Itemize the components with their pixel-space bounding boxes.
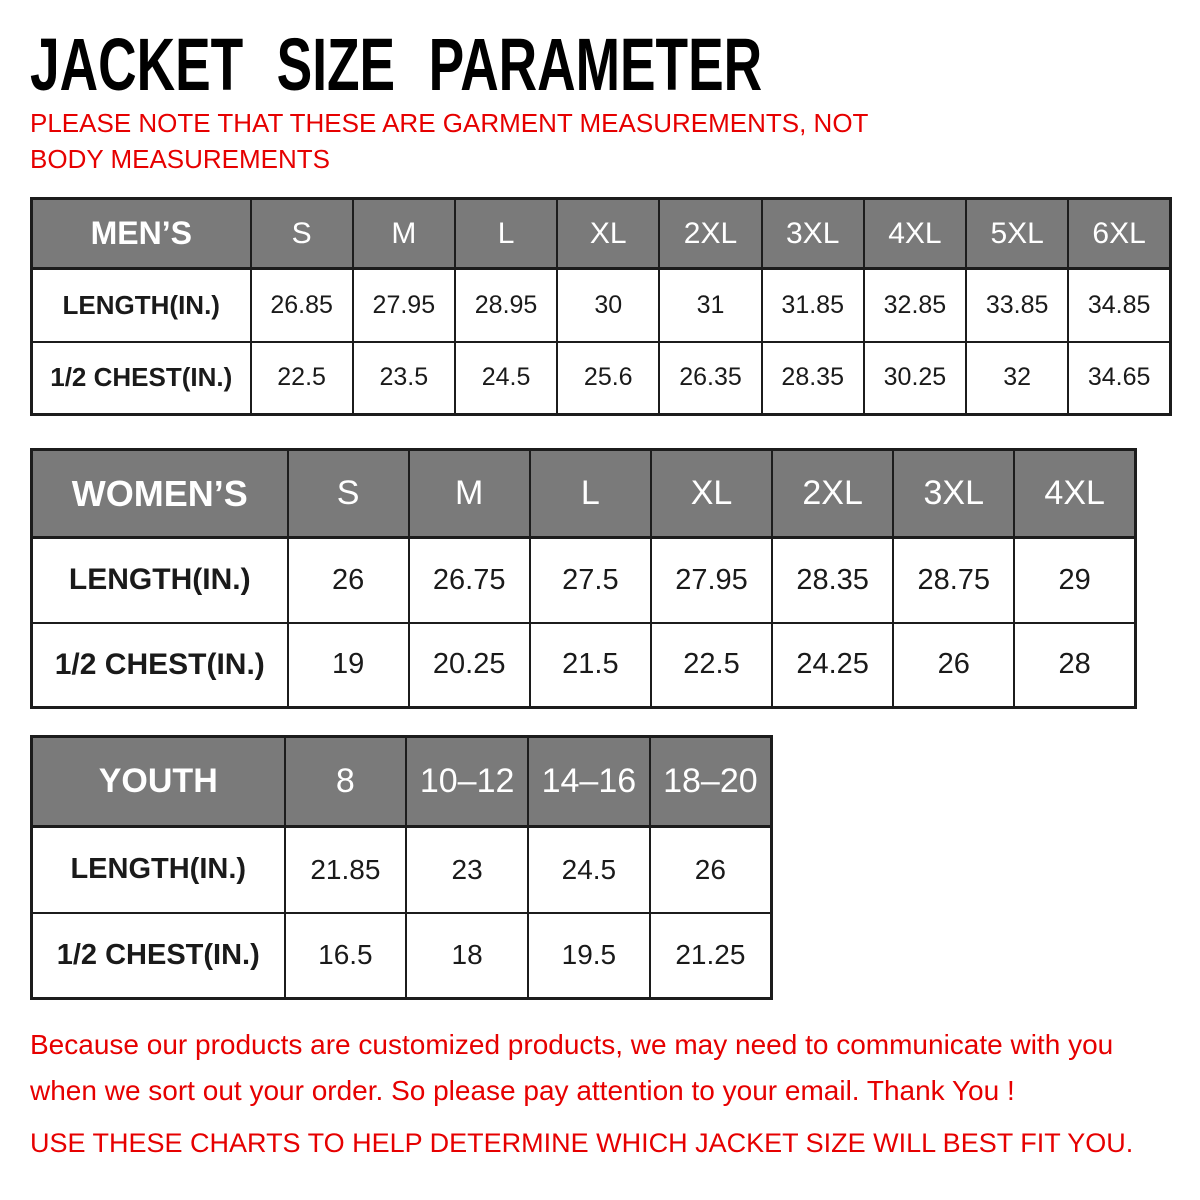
womens-measurement-value: 27.95 (651, 538, 772, 623)
mens-measurement-value: 24.5 (455, 342, 557, 415)
womens-measurement-value: 28.75 (893, 538, 1014, 623)
womens-measurement-value: 24.25 (772, 623, 893, 708)
mens-measurement-value: 26.35 (659, 342, 761, 415)
mens-measurement-value: 30 (557, 269, 659, 342)
mens-size-col-header: 2XL (659, 199, 761, 269)
garment-measurement-note: PLEASE NOTE THAT THESE ARE GARMENT MEASUREMENTS, NOT BODY MEASUREMENTS (30, 108, 868, 174)
womens-size-table (30, 448, 1137, 709)
mens-measurement-row (32, 342, 1171, 415)
mens-header-row (32, 199, 1171, 269)
mens-size-col-header: 4XL (864, 199, 966, 269)
mens-measurement-value: 22.5 (251, 342, 353, 415)
youth-size-col-header: 8 (285, 737, 407, 827)
womens-size-col-header: 4XL (1014, 450, 1135, 538)
youth-size-col-header: 14–16 (528, 737, 650, 827)
mens-table-title: MEN’S (32, 199, 251, 269)
youth-size-col-header: 18–20 (650, 737, 772, 827)
youth-measurement-row (32, 913, 772, 999)
womens-measurement-value: 28.35 (772, 538, 893, 623)
womens-size-col-header: M (409, 450, 530, 538)
mens-size-col-header: L (455, 199, 557, 269)
womens-table-title: WOMEN’S (32, 450, 288, 538)
use-charts-instruction: USE THESE CHARTS TO HELP DETERMINE WHICH JACKET SIZE WILL BEST FIT YOU. (30, 1128, 1134, 1158)
youth-measurement-value: 21.85 (285, 827, 407, 913)
womens-size-col-header: 3XL (893, 450, 1014, 538)
youth-header-row (32, 737, 772, 827)
womens-size-col-header: S (288, 450, 409, 538)
youth-row-label: 1/2 CHEST(IN.) (32, 913, 285, 999)
mens-row-label: LENGTH(IN.) (32, 269, 251, 342)
mens-measurement-value: 34.85 (1068, 269, 1170, 342)
womens-measurement-value: 21.5 (530, 623, 651, 708)
womens-measurement-row (32, 538, 1136, 623)
mens-measurement-value: 26.85 (251, 269, 353, 342)
womens-row-label: 1/2 CHEST(IN.) (32, 623, 288, 708)
mens-measurement-value: 31 (659, 269, 761, 342)
mens-measurement-value: 28.35 (762, 342, 864, 415)
mens-measurement-value: 27.95 (353, 269, 455, 342)
womens-measurement-value: 26.75 (409, 538, 530, 623)
youth-measurement-value: 23 (406, 827, 528, 913)
mens-measurement-value: 30.25 (864, 342, 966, 415)
customized-products-notice: Because our products are customized products, we may need to communicate with you when we sort out your order. So please pay attention to your email. Thank You ! (30, 1029, 1114, 1107)
mens-size-table (30, 197, 1172, 416)
mens-measurement-value: 25.6 (557, 342, 659, 415)
mens-row-label: 1/2 CHEST(IN.) (32, 342, 251, 415)
mens-size-col-header: XL (557, 199, 659, 269)
mens-measurement-value: 23.5 (353, 342, 455, 415)
youth-measurement-value: 26 (650, 827, 772, 913)
womens-measurement-value: 29 (1014, 538, 1135, 623)
womens-measurement-value: 19 (288, 623, 409, 708)
youth-row-label: LENGTH(IN.) (32, 827, 285, 913)
youth-measurement-value: 24.5 (528, 827, 650, 913)
youth-measurement-row (32, 827, 772, 913)
womens-measurement-value: 26 (893, 623, 1014, 708)
womens-size-col-header: L (530, 450, 651, 538)
youth-measurement-value: 19.5 (528, 913, 650, 999)
mens-measurement-row (32, 269, 1171, 342)
womens-measurement-value: 22.5 (651, 623, 772, 708)
womens-measurement-value: 28 (1014, 623, 1135, 708)
mens-measurement-value: 32.85 (864, 269, 966, 342)
womens-measurement-value: 20.25 (409, 623, 530, 708)
womens-measurement-row (32, 623, 1136, 708)
mens-size-col-header: 6XL (1068, 199, 1170, 269)
youth-size-col-header: 10–12 (406, 737, 528, 827)
mens-size-col-header: M (353, 199, 455, 269)
womens-size-col-header: 2XL (772, 450, 893, 538)
mens-size-col-header: S (251, 199, 353, 269)
youth-measurement-value: 21.25 (650, 913, 772, 999)
womens-measurement-value: 27.5 (530, 538, 651, 623)
mens-measurement-value: 31.85 (762, 269, 864, 342)
womens-measurement-value: 26 (288, 538, 409, 623)
womens-header-row (32, 450, 1136, 538)
youth-measurement-value: 18 (406, 913, 528, 999)
womens-row-label: LENGTH(IN.) (32, 538, 288, 623)
youth-size-table (30, 735, 773, 1000)
mens-size-col-header: 3XL (762, 199, 864, 269)
womens-size-col-header: XL (651, 450, 772, 538)
page-title: JACKET SIZE PARAMETER (30, 23, 763, 106)
mens-measurement-value: 28.95 (455, 269, 557, 342)
youth-table-title: YOUTH (32, 737, 285, 827)
mens-size-col-header: 5XL (966, 199, 1068, 269)
mens-measurement-value: 32 (966, 342, 1068, 415)
mens-measurement-value: 33.85 (966, 269, 1068, 342)
youth-measurement-value: 16.5 (285, 913, 407, 999)
mens-measurement-value: 34.65 (1068, 342, 1170, 415)
